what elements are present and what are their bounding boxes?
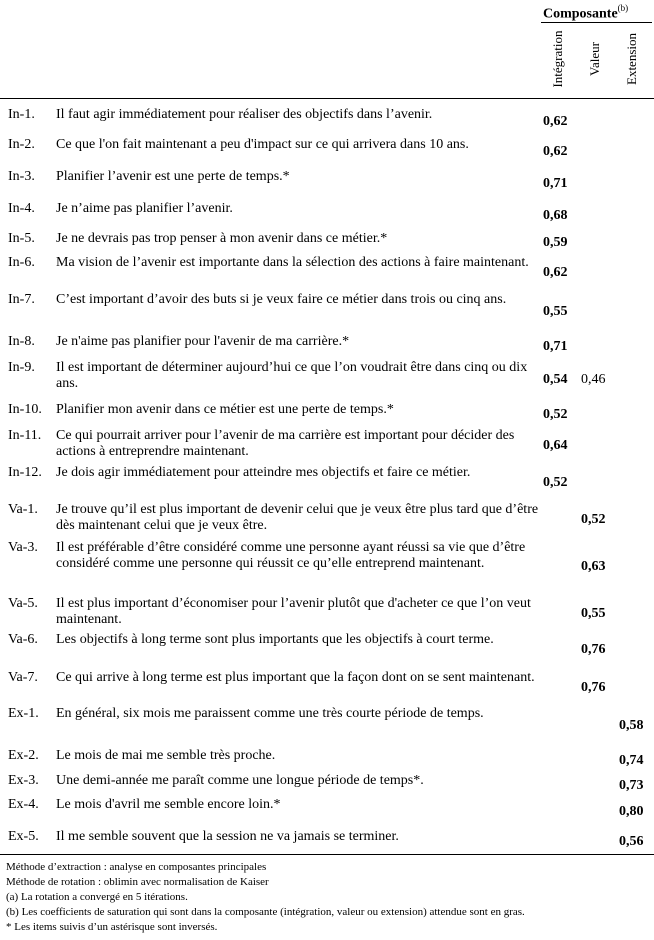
table-row — [0, 632, 654, 668]
table-row — [0, 402, 654, 428]
column-header-extension: Extension — [624, 33, 639, 85]
footnotes — [6, 860, 525, 935]
loading-integration: 0,52 — [543, 475, 568, 490]
item-text: Il faut agir immédiatement pour réaliser des objectifs dans l’avenir. — [56, 107, 433, 122]
item-code: In-12. — [8, 465, 42, 480]
item-code: In-3. — [8, 169, 35, 184]
table-row — [0, 670, 654, 706]
table-row — [0, 773, 654, 799]
footnote-rotation: Méthode de rotation : oblimin avec normalisation de Kaiser — [6, 876, 269, 888]
item-text: Le mois de mai me semble très proche. — [56, 748, 276, 763]
loading-extension: 0,74 — [619, 753, 644, 768]
loading-integration: 0,71 — [543, 176, 568, 191]
table-row — [0, 169, 654, 199]
table-row — [0, 255, 654, 291]
table-row — [0, 334, 654, 360]
item-text: Ce que l'on fait maintenant a peu d'impact sur ce qui arrivera dans 10 ans. — [56, 137, 469, 152]
item-code: In-10. — [8, 402, 42, 417]
loading-extension: 0,80 — [619, 804, 644, 819]
item-code: In-5. — [8, 231, 35, 246]
loading-valeur: 0,55 — [581, 606, 606, 621]
table-row — [0, 231, 654, 255]
item-text: Il est plus important d’économiser pour l’avenir plutôt que d'acheter ce que l’on veut maintenant. — [56, 596, 531, 627]
loading-integration: 0,68 — [543, 208, 568, 223]
loading-integration: 0,54 — [543, 372, 568, 387]
item-text: Le mois d'avril me semble encore loin.* — [56, 797, 281, 812]
item-code: Va-5. — [8, 596, 38, 611]
item-text: En général, six mois me paraissent comme une très courte période de temps. — [56, 706, 484, 721]
loading-integration: 0,59 — [543, 235, 568, 250]
item-code: In-1. — [8, 107, 35, 122]
item-code: In-4. — [8, 201, 35, 216]
component-header — [543, 4, 628, 23]
table-row — [0, 797, 654, 827]
loading-valeur: 0,46 — [581, 372, 606, 387]
item-code: Ex-1. — [8, 706, 39, 721]
item-text: Une demi-année me paraît comme une longue période de temps*. — [56, 773, 424, 788]
item-text: Les objectifs à long terme sont plus importants que les objectifs à court terme. — [56, 632, 494, 647]
item-code: In-7. — [8, 292, 35, 307]
loading-valeur: 0,76 — [581, 680, 606, 695]
loading-integration: 0,55 — [543, 304, 568, 319]
item-code: In-2. — [8, 137, 35, 152]
loading-valeur: 0,52 — [581, 512, 606, 527]
loading-valeur: 0,63 — [581, 559, 606, 574]
table-row — [0, 829, 654, 855]
item-text: Ce qui pourrait arriver pour l’avenir de ma carrière est important pour décider des actions à entreprendre maintenant. — [56, 428, 515, 459]
table-row — [0, 292, 654, 332]
footnote-b: (b) Les coefficients de saturation qui sont dans la composante (intégration, valeur ou extension) attendue sont en gras. — [6, 906, 525, 918]
item-text: Je n’aime pas planifier l’avenir. — [56, 201, 233, 216]
item-text: Ce qui arrive à long terme est plus important que la façon dont on se sent maintenant. — [56, 670, 535, 685]
header-rule — [0, 98, 654, 99]
table-bottom-rule — [0, 854, 654, 855]
item-text: Je ne devrais pas trop penser à mon avenir dans ce métier.* — [56, 231, 388, 246]
loading-integration: 0,52 — [543, 407, 568, 422]
loading-integration: 0,71 — [543, 339, 568, 354]
item-code: Ex-5. — [8, 829, 39, 844]
footnote-extraction: Méthode d’extraction : analyse en composantes principales — [6, 861, 267, 873]
item-text: C’est important d’avoir des buts si je veux faire ce métier dans trois ou cinq ans. — [56, 292, 507, 307]
loading-integration: 0,62 — [543, 265, 568, 280]
item-code: Ex-2. — [8, 748, 39, 763]
header-subrule — [541, 22, 652, 23]
loading-valeur: 0,76 — [581, 642, 606, 657]
item-code: Va-6. — [8, 632, 38, 647]
table-row — [0, 360, 654, 400]
loading-integration: 0,64 — [543, 438, 568, 453]
item-code: Va-1. — [8, 502, 38, 517]
item-text: Il est important de déterminer aujourd’hui ce que l’on voudrait être dans cinq ou dix ans. — [56, 360, 528, 391]
table-row — [0, 201, 654, 231]
loading-extension: 0,56 — [619, 834, 644, 849]
table-row — [0, 465, 654, 501]
component-title: Composante — [543, 6, 618, 22]
table-row — [0, 706, 654, 746]
item-code: Ex-3. — [8, 773, 39, 788]
component-superscript: (b) — [617, 3, 629, 13]
loading-integration: 0,62 — [543, 114, 568, 129]
loading-extension: 0,58 — [619, 718, 644, 733]
column-header-valeur: Valeur — [587, 42, 602, 76]
loading-extension: 0,73 — [619, 778, 644, 793]
table-row — [0, 428, 654, 464]
item-code: Ex-4. — [8, 797, 39, 812]
item-text: Je trouve qu’il est plus important de devenir celui que je veux être plus tard que d’être dès maintenant celui que je veux être. — [56, 502, 539, 533]
table-row — [0, 137, 654, 167]
footnote-asterisk: * Les items suivis d’un astérisque sont inversés. — [6, 921, 218, 933]
item-code: In-6. — [8, 255, 35, 270]
table-row — [0, 596, 654, 632]
item-text: Ma vision de l’avenir est importante dans la sélection des actions à faire maintenant. — [56, 255, 529, 270]
item-text: Il est préférable d’être considéré comme une personne ayant réussi sa vie que d’être considéré comme une personne qui réussit ce qu’elle entreprend maintenant. — [56, 540, 526, 571]
table-row — [0, 107, 654, 137]
footnote-a: (a) La rotation a convergé en 5 itérations. — [6, 891, 188, 903]
item-text: Je n'aime pas planifier pour l'avenir de ma carrière.* — [56, 334, 350, 349]
item-text: Il me semble souvent que la session ne va jamais se terminer. — [56, 829, 399, 844]
column-header-integration: Intégration — [550, 30, 565, 88]
loading-integration: 0,62 — [543, 144, 568, 159]
item-code: In-9. — [8, 360, 35, 375]
item-text: Planifier mon avenir dans ce métier est une perte de temps.* — [56, 402, 394, 417]
item-text: Planifier l’avenir est une perte de temps.* — [56, 169, 290, 184]
table-row — [0, 748, 654, 774]
table-row — [0, 502, 654, 538]
item-text: Je dois agir immédiatement pour atteindre mes objectifs et faire ce métier. — [56, 465, 471, 480]
item-code: Va-7. — [8, 670, 38, 685]
item-code: Va-3. — [8, 540, 38, 555]
item-code: In-8. — [8, 334, 35, 349]
item-code: In-11. — [8, 428, 42, 443]
table-row — [0, 540, 654, 594]
